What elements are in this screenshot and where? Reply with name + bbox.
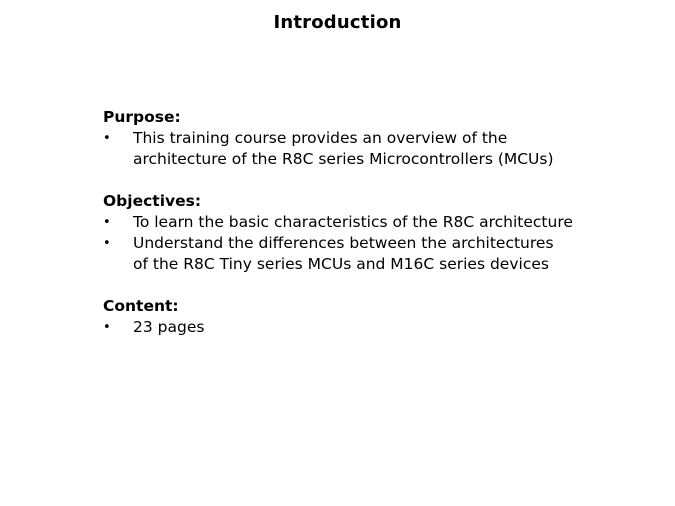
bullet-icon: • (103, 320, 111, 335)
content-heading: Content: (103, 297, 179, 315)
slide-title: Introduction (273, 12, 402, 33)
objectives-section (103, 191, 573, 275)
bullet-icon: • (103, 215, 111, 230)
bullet-text: To learn the basic characteristics of the R8C architecture (133, 213, 573, 231)
bullet-icon: • (103, 236, 111, 251)
list-item (103, 317, 573, 338)
purpose-heading: Purpose: (103, 108, 181, 126)
bullet-text: This training course provides an overview of the architecture of the R8C series Microcontrollers (MCUs) (133, 129, 554, 168)
slide-content (103, 107, 573, 359)
objectives-list (103, 212, 573, 275)
content-list (103, 317, 573, 338)
list-item (103, 128, 573, 170)
purpose-section (103, 107, 573, 170)
bullet-icon: • (103, 131, 111, 146)
purpose-list (103, 128, 573, 170)
content-section (103, 296, 573, 338)
list-item (103, 233, 573, 275)
list-item (103, 212, 573, 233)
bullet-text: 23 pages (133, 318, 205, 336)
bullet-text: Understand the differences between the architectures of the R8C Tiny series MCUs and M16C series devices (133, 234, 554, 273)
objectives-heading: Objectives: (103, 192, 202, 210)
